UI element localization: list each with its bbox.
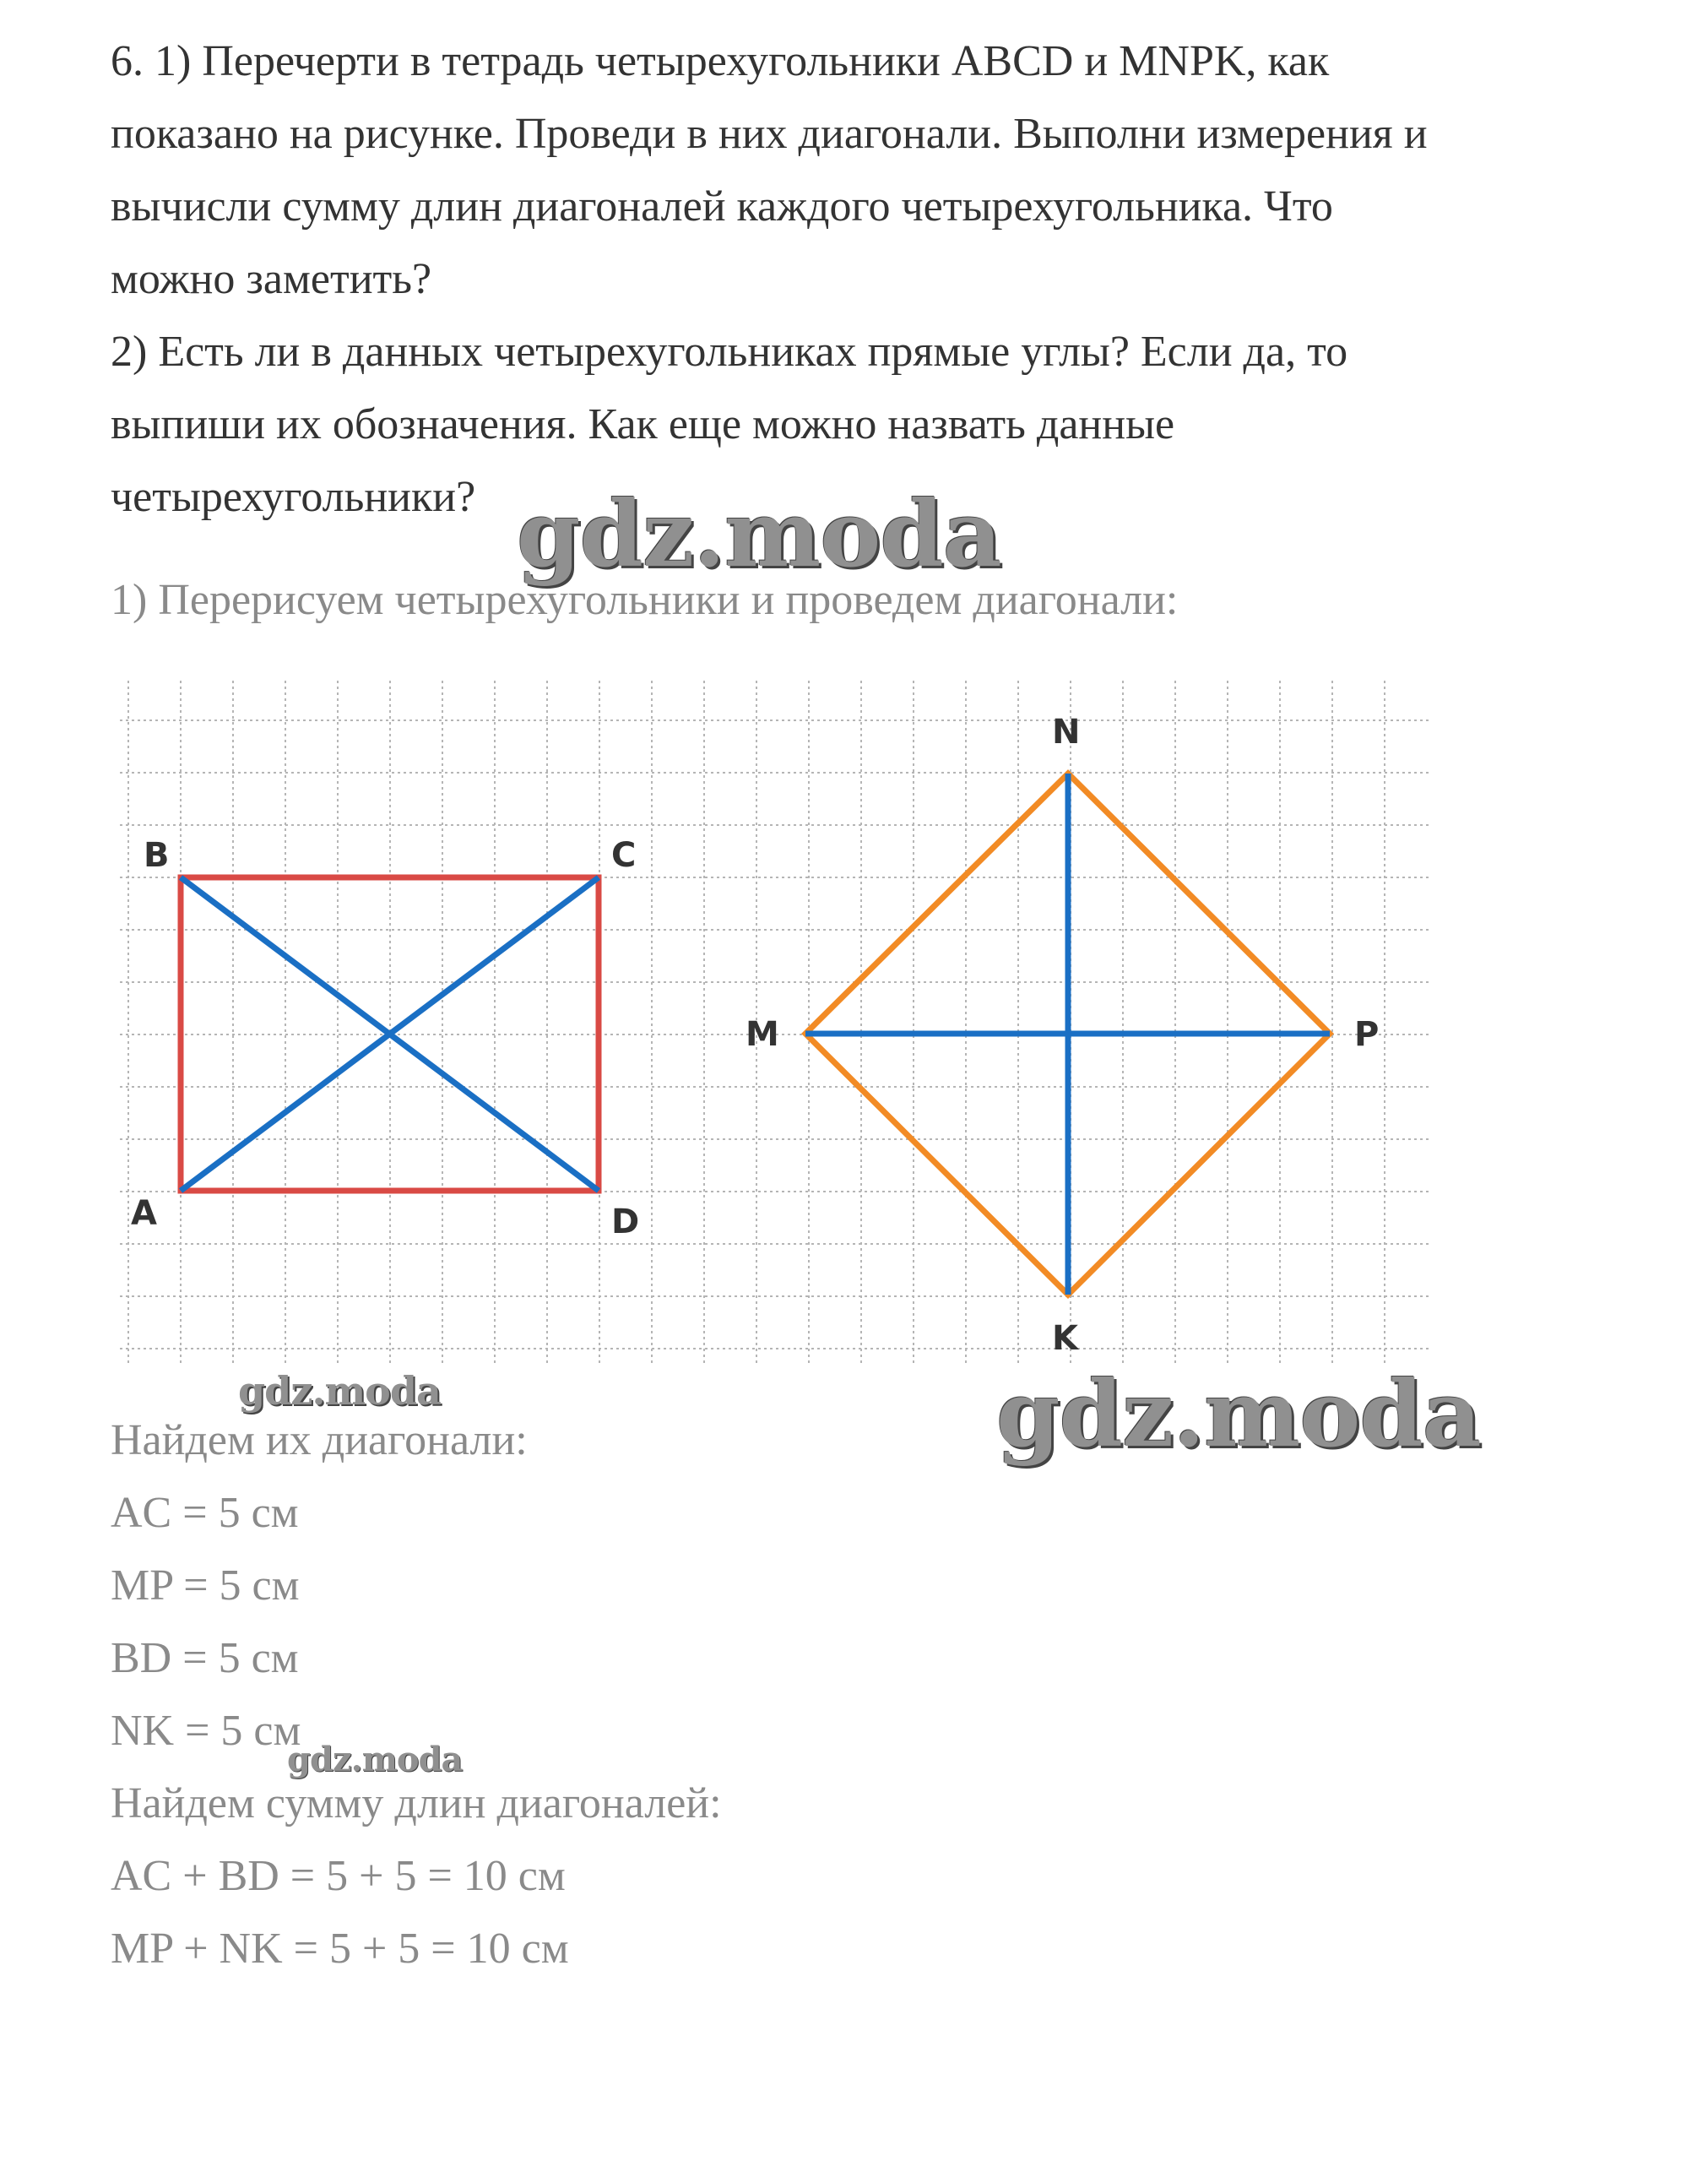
sum-mp-nk: MP + NK = 5 + 5 = 10 см (111, 1925, 569, 1973)
watermark-logo: gdz.moda (287, 1740, 463, 1779)
task-line-6: выпиши их обозначения. Как еще можно назвать данные (111, 400, 1175, 448)
watermark-logo: gdz.moda (517, 481, 1001, 588)
measurement-nk: NK = 5 см (111, 1707, 301, 1755)
point-label-c: C (611, 836, 637, 875)
task-line-1: 6. 1) Перечерти в тетрадь четырехугольники ABCD и MNPK, как (111, 37, 1330, 85)
find-diagonals-heading: Найдем их диагонали: (111, 1416, 528, 1464)
point-label-m: M (746, 1015, 779, 1054)
task-line-3: вычисли сумму длин диагоналей каждого четырехугольника. Что (111, 182, 1333, 231)
measurement-bd: BD = 5 см (111, 1634, 299, 1682)
measurement-mp: MP = 5 см (111, 1561, 300, 1610)
rhombus-mnpk (805, 774, 1330, 1295)
point-label-k: K (1052, 1319, 1078, 1358)
task-line-7: четырехугольники? (111, 473, 476, 521)
point-label-n: N (1052, 713, 1081, 752)
point-label-p: P (1354, 1015, 1380, 1054)
watermark-logo: gdz.moda (238, 1368, 441, 1414)
sum-ac-bd: AC + BD = 5 + 5 = 10 см (111, 1852, 566, 1900)
task-line-5: 2) Есть ли в данных четырехугольниках прямые углы? Если да, то (111, 328, 1348, 376)
solution-intro: 1) Перерисуем четырехугольники и проведем диагонали: (111, 576, 1179, 624)
measurement-ac: AC = 5 см (111, 1489, 299, 1537)
point-label-a: A (131, 1194, 157, 1233)
task-line-2: показано на рисунке. Проведи в них диагонали. Выполни измерения и (111, 110, 1428, 158)
watermark-logo: gdz.moda (996, 1361, 1481, 1468)
find-sum-heading: Найдем сумму длин диагоналей: (111, 1779, 722, 1827)
point-label-b: B (144, 836, 170, 875)
task-line-4: можно заметить? (111, 255, 432, 303)
point-label-d: D (611, 1203, 640, 1241)
